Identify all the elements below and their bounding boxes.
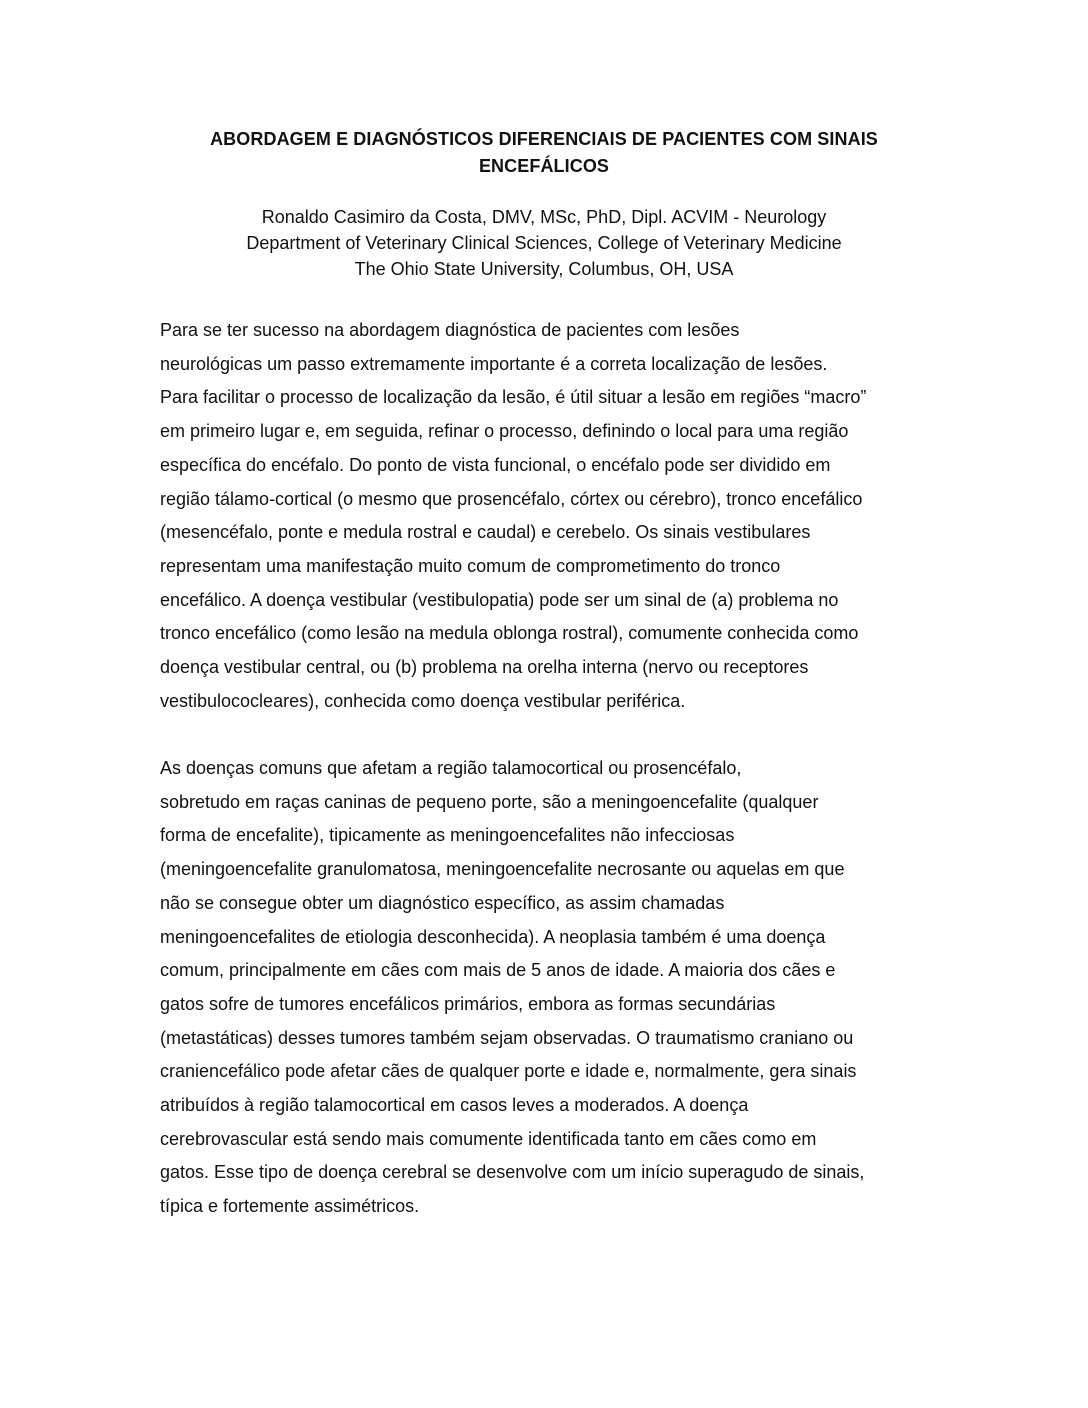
document-title: ABORDAGEM E DIAGNÓSTICOS DIFERENCIAIS DE PACIENTES COM SINAIS ENCEFÁLICOS [210,129,878,176]
author-institution: The Ohio State University, Columbus, OH, USA [354,259,734,279]
author-name: Ronaldo Casimiro da Costa, DMV, MSc, PhD, Dipl. ACVIM - Neurology [261,207,827,227]
body-paragraph-2: As doenças comuns que afetam a região talamocortical ou prosencéfalo, sobretudo em raças caninas de pequeno porte, são a meningoencefalite (qualquer forma de encefalite), tipicamente as meningoencefalites não infecciosas (meningoencefalite granulomatosa, meningoencefalite necrosante ou aquelas em que não se consegue obter um diagnóstico específico, as assim chamadas meningoencefalites de etiologia desconhecida). A neoplasia também é uma doença comum, principalmente em cães com mais de 5 anos de idade. A maioria dos cães e gatos sofre de tumores encefálicos primários, embora as formas secundárias (metastáticas) desses tumores também sejam observadas. O traumatismo craniano ou craniencefálico pode afetar cães de qualquer porte e idade e, normalmente, gera sinais atribuídos à região talamocortical em casos leves a moderados. A doença cerebrovascular está sendo mais comumente identificada tanto em cães como em gatos. Esse tipo de doença cerebral se desenvolve com um início superagudo de sinais, típica e fortemente assimétricos. [160,758,865,1217]
author-block [140,204,948,282]
author-department: Department of Veterinary Clinical Sciences, College of Veterinary Medicine [246,233,842,253]
body-paragraph-1: Para se ter sucesso na abordagem diagnóstica de pacientes com lesões neurológicas um passo extremamente importante é a correta localização de lesões. Para facilitar o processo de localização da lesão, é útil situar a lesão em regiões “macro” em primeiro lugar e, em seguida, refinar o processo, definindo o local para uma região específica do encéfalo. Do ponto de vista funcional, o encéfalo pode ser dividido em região tálamo-cortical (o mesmo que prosencéfalo, córtex ou cérebro), tronco encefálico (mesencéfalo, ponte e medula rostral e caudal) e cerebelo. Os sinais vestibulares representam uma manifestação muito comum de comprometimento do tronco encefálico. A doença vestibular (vestibulopatia) pode ser um sinal de (a) problema no tronco encefálico (como lesão na medula oblonga rostral), comumente conhecida como doença vestibular central, ou (b) problema na orelha interna (nervo ou receptores vestibulococleares), conhecida como doença vestibular periférica. [160,320,867,711]
